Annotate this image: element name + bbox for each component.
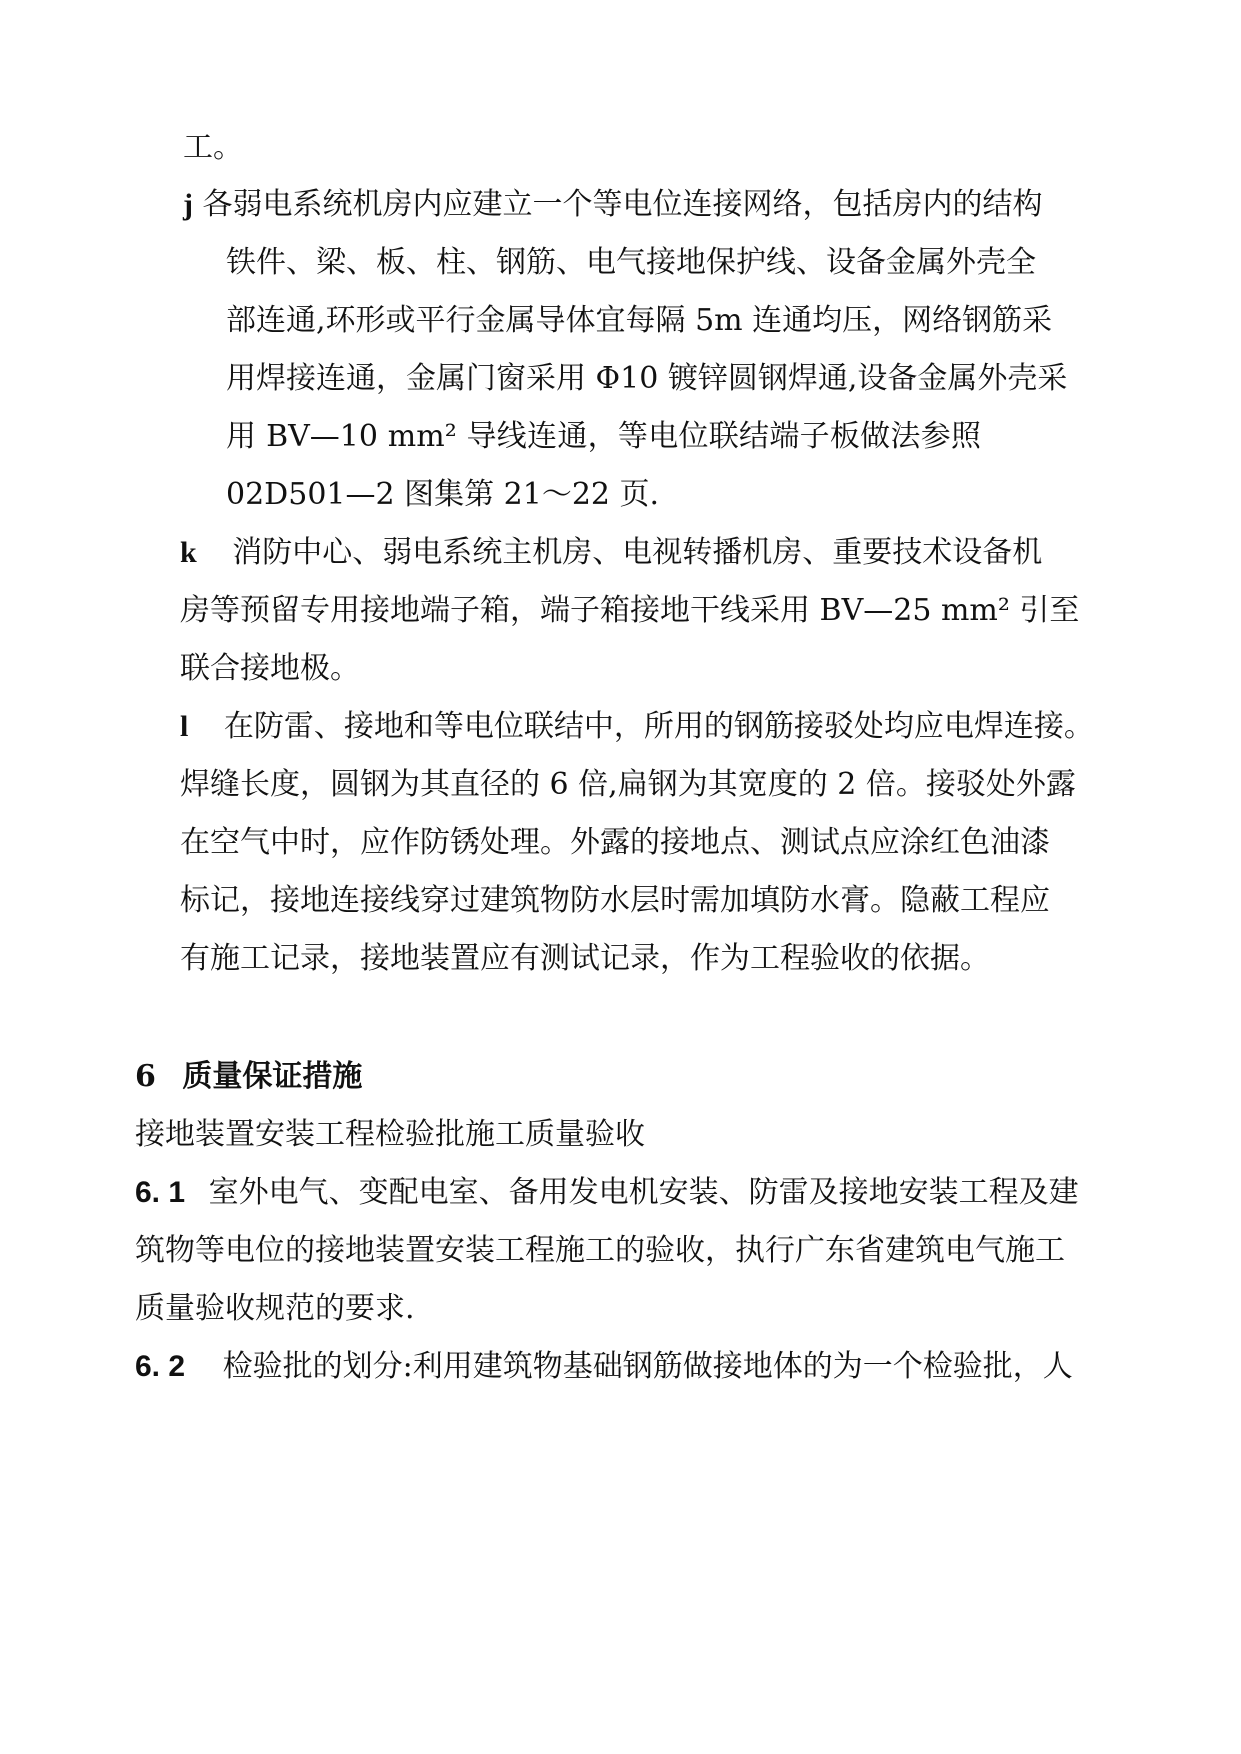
item-6-2-line-1: 6. 2 检验批的划分:利用建筑物基础钢筋做接地体的为一个检验批，人 (135, 1349, 1073, 1384)
item-6-1-line-3: 质量验收规范的要求. (135, 1291, 415, 1326)
paragraph-j-line-6: 02D501—2 图集第 21～22 页. (226, 477, 660, 512)
paragraph-l-line-1: l 在防雷、接地和等电位联结中，所用的钢筋接驳处均应电焊连接。 (180, 709, 1094, 744)
paragraph-j-line-4: 用焊接连通，金属门窗采用 Φ10 镀锌圆钢焊通,设备金属外壳采 (226, 361, 1068, 396)
item-6-2-number: 6. 2 (135, 1350, 186, 1383)
paragraph-k-line-2: 房等预留专用接地端子箱，端子箱接地干线采用 BV—25 mm² 引至 (180, 593, 1080, 628)
paragraph-k-line-3: 联合接地极。 (180, 651, 360, 686)
paragraph-j-line-5: 用 BV—10 mm² 导线连通，等电位联结端子板做法参照 (226, 419, 981, 454)
paragraph-j-line-1: j 各弱电系统机房内应建立一个等电位连接网络，包括房内的结构 (183, 187, 1043, 222)
paragraph-l-line-4: 标记，接地连接线穿过建筑物防水层时需加填防水膏。隐蔽工程应 (180, 883, 1050, 918)
section-6-number: 6 (135, 1059, 156, 1094)
paragraph-k-marker: k (180, 536, 197, 569)
paragraph-k-line-1: k 消防中心、弱电系统主机房、电视转播机房、重要技术设备机 (180, 535, 1043, 570)
item-6-1-line-1: 6. 1 室外电气、变配电室、备用发电机安装、防雷及接地安装工程及建 (135, 1175, 1079, 1210)
section-6-subtitle: 接地装置安装工程检验批施工质量验收 (135, 1117, 645, 1152)
paragraph-l-line-3: 在空气中时，应作防锈处理。外露的接地点、测试点应涂红色油漆 (180, 825, 1050, 860)
paragraph-i-tail: 工。 (183, 130, 243, 165)
section-6-title: 质量保证措施 (182, 1059, 363, 1094)
paragraph-j-marker: j (183, 188, 193, 221)
paragraph-l-line-5: 有施工记录，接地装置应有测试记录，作为工程验收的依据。 (180, 941, 990, 976)
paragraph-l-line-2: 焊缝长度，圆钢为其直径的 6 倍,扁钢为其宽度的 2 倍。接驳处外露 (180, 767, 1076, 802)
paragraph-j-line-3: 部连通,环形或平行金属导体宜每隔 5m 连通均压，网络钢筋采 (226, 303, 1053, 338)
paragraph-l-marker: l (180, 710, 189, 743)
paragraph-j-line-2: 铁件、梁、板、柱、钢筋、电气接地保护线、设备金属外壳全 (226, 245, 1036, 280)
section-6-heading (135, 1057, 362, 1097)
item-6-1-line-2: 筑物等电位的接地装置安装工程施工的验收，执行广东省建筑电气施工 (135, 1233, 1065, 1268)
item-6-1-number: 6. 1 (135, 1176, 186, 1209)
